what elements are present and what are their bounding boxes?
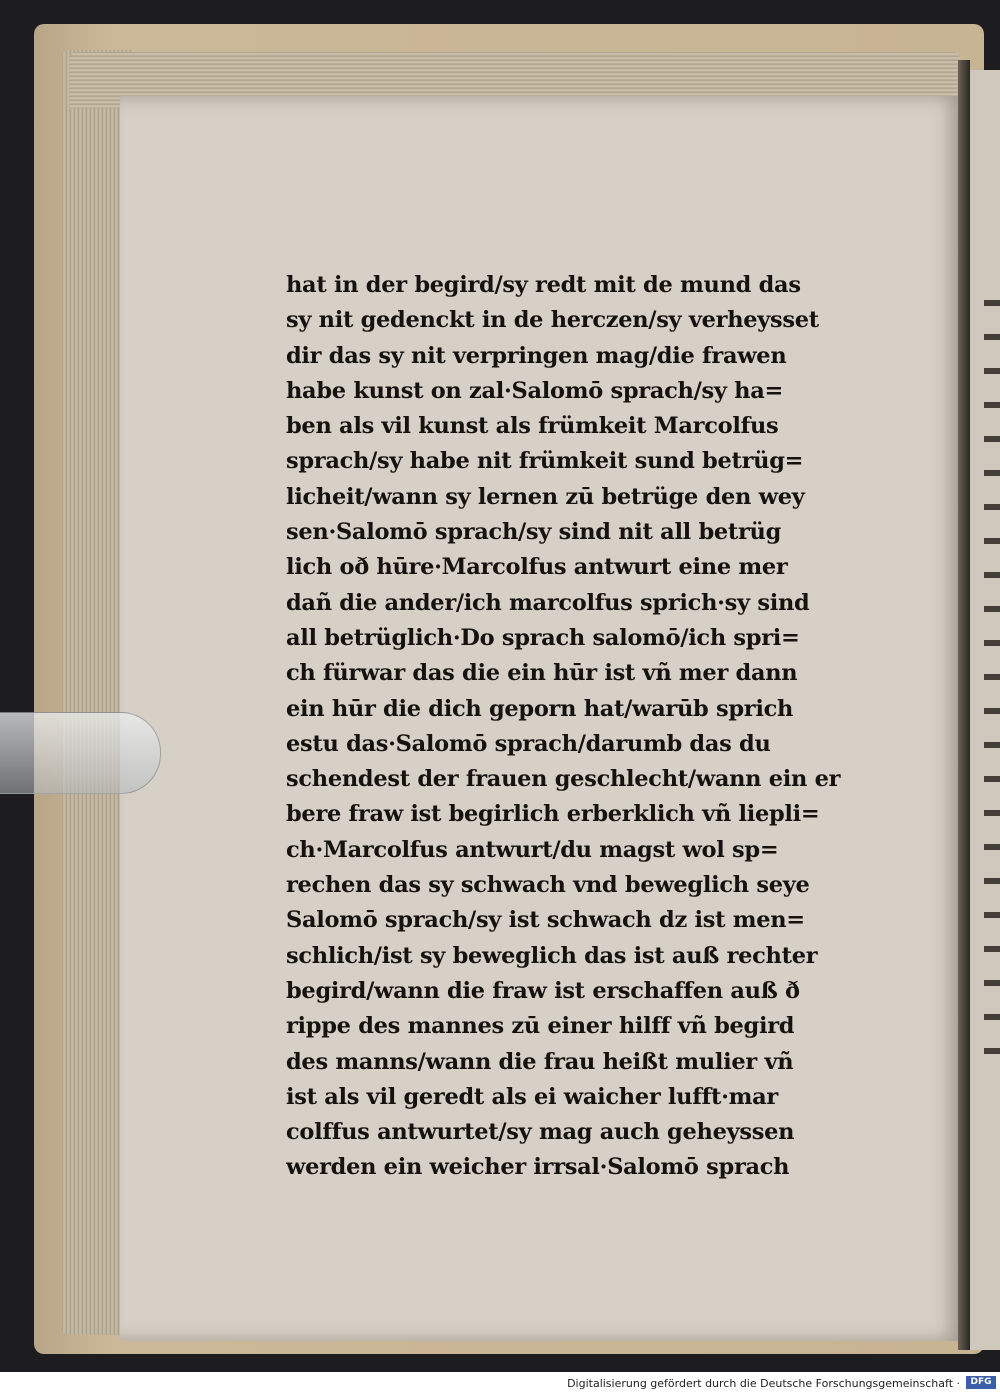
text-line: estu das·Salomō sprach/darumb das du xyxy=(286,730,771,757)
text-line: des manns/wann die frau heißt mulier vñ xyxy=(286,1048,794,1075)
transparent-clip xyxy=(0,712,161,794)
text-line: sen·Salomō sprach/sy sind nit all betrüg xyxy=(286,519,782,546)
text-line: habe kunst on zal·Salomō sprach/sy ha= xyxy=(286,377,784,404)
text-line: hat in der begird/sy redt mit de mund das xyxy=(286,272,801,298)
text-line: werden ein weicher irrsal·Salomō sprach xyxy=(286,1154,790,1181)
funding-credit: Digitalisierung gefördert durch die Deutsche Forschungsgemeinschaft · xyxy=(567,1377,960,1390)
dfg-logo: DFG xyxy=(966,1376,996,1389)
text-line: rippe des mannes zū einer hilff vñ begird xyxy=(286,1013,795,1040)
text-line: ist als vil geredt als ei waicher lufft·mar xyxy=(286,1083,778,1110)
text-line: schlich/ist sy beweglich das ist auß rechter xyxy=(286,942,818,969)
text-line: schendest der frauen geschlecht/wann ein er xyxy=(286,766,841,793)
text-line: bere fraw ist begirlich erberklich vñ liepli= xyxy=(286,801,820,828)
text-line: ein hūr die dich geporn hat/warūb sprich xyxy=(286,695,794,722)
text-line: ch·Marcolfus antwurt/du magst wol sp= xyxy=(286,836,779,863)
text-line: colffus antwurtet/sy mag auch geheyssen xyxy=(286,1119,795,1146)
text-line: dañ die ander/ich marcolfus sprich·sy sind xyxy=(286,589,810,616)
text-line: licheit/wann sy lernen zū betrüge den wey xyxy=(286,483,805,510)
text-line: rechen das sy schwach vnd beweglich seye xyxy=(286,872,810,899)
text-line: lich oð hūre·Marcolfus antwurt eine mer xyxy=(286,554,788,581)
text-line: ch fürwar das die ein hūr ist vñ mer dann xyxy=(286,660,798,687)
text-line: sy nit gedenckt in de herczen/sy verheysset xyxy=(286,307,819,334)
text-line: dir das sy nit verpringen mag/die frawen xyxy=(286,342,787,369)
text-line: begird/wann die fraw ist erschaffen auß ð xyxy=(286,977,800,1004)
facing-page-text-edge xyxy=(984,300,1000,1080)
text-line: sprach/sy habe nit frümkeit sund betrüg= xyxy=(286,448,804,475)
text-line: ben als vil kunst als frümkeit Marcolfus xyxy=(286,413,779,440)
text-line: all betrüglich·Do sprach salomō/ich spri= xyxy=(286,624,800,651)
footer-bar xyxy=(0,1372,1000,1393)
book-gutter xyxy=(958,60,970,1350)
printed-text-block xyxy=(286,268,851,1186)
text-line: Salomō sprach/sy ist schwach dz ist men= xyxy=(286,907,805,934)
